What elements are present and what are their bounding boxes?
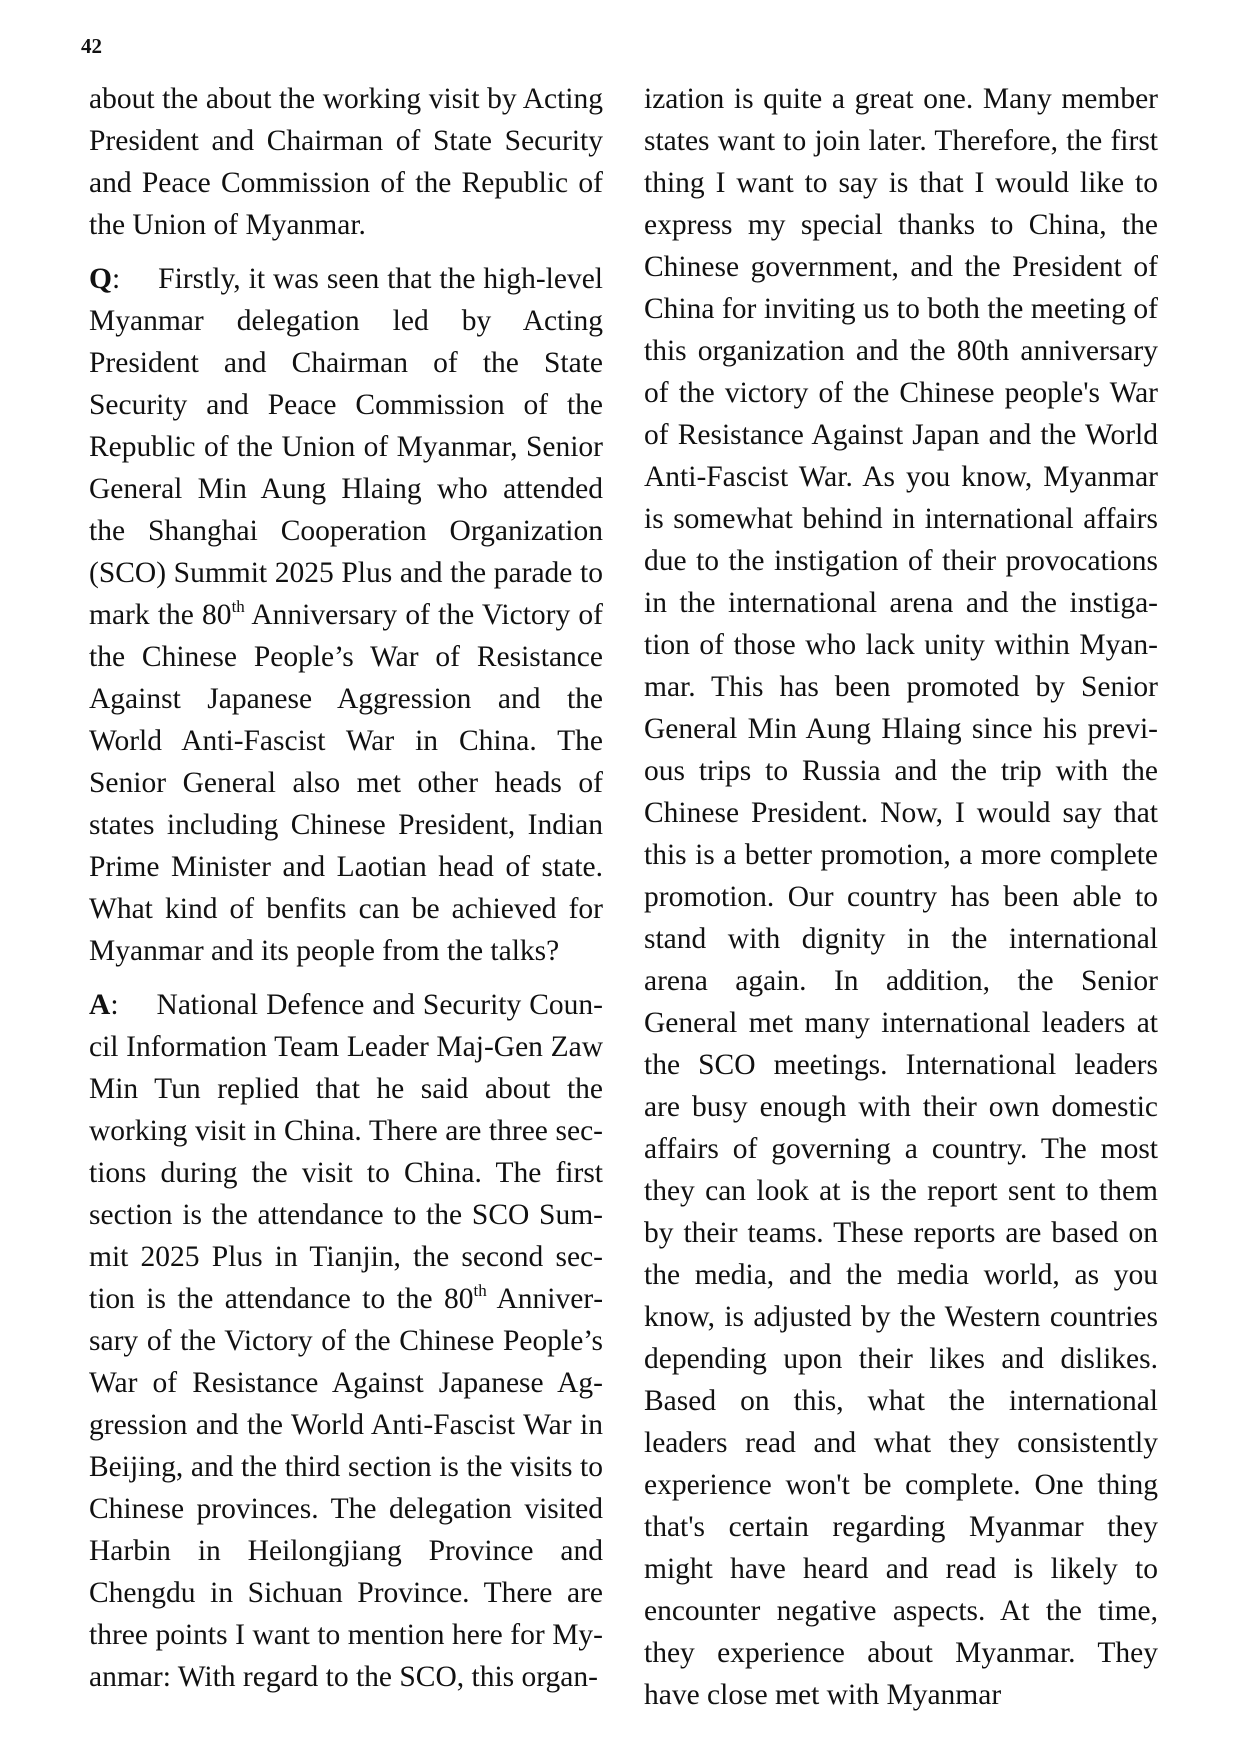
answer-colon: : [110, 989, 119, 1021]
page-number: 42 [81, 34, 102, 58]
ordinal-suffix: th [231, 597, 245, 616]
right-column [644, 78, 1158, 1716]
question-text: Firstly, it was seen that the high-level Myanmar delegation led by Acting President and Chairman of the State Security and Peace Commission of the Republic of the Union of Myanmar, Senior General Min Aung Hlaing who attended the Shanghai Cooperation Organization (SCO) Summit 2025 Plus and the parade to mark the 80 [89, 263, 603, 631]
question-colon: : [111, 263, 121, 295]
answer-text: National Defence and Security Council Information Team Leader Maj-Gen Zaw Min Tun replied that he said about the working visit in China. There are three sections during the visit to China. The first section is the attendance to the SCO Summit 2025 Plus in Tianjin, the second section is the attendance to the 80 [89, 989, 603, 1315]
answer-paragraph [89, 984, 603, 1698]
left-column [89, 78, 603, 1698]
answer-continuation-paragraph: ization is quite a great one. Many member states want to join later. Therefore, the first thing I want to say is that I would like to express my special thanks to China, the Chinese government, and the President of China for inviting us to both the meeting of this organization and the 80th anniversary of the victory of the Chinese people's War of Resistance Against Japan and the World Anti-Fascist War. As you know, Myanmar is somewhat behind in international affairs due to the instigation of their provocations in the international arena and the instigation of those who lack unity within Myanmar. This has been promoted by Senior General Min Aung Hlaing since his previous trips to Russia and the trip with the Chinese President. Now, I would say that this is a better promotion, a more complete promotion. Our country has been able to stand with dignity in the international arena again. In addition, the Senior General met many international leaders at the SCO meetings. International leaders are busy enough with their own domestic affairs of governing a country. The most they can look at is the report sent to them by their teams. These reports are based on the media, and the media world, as you know, is adjusted by the Western countries depending upon their likes and dislikes. Based on this, what the international leaders read and what they consistently experience won't be complete. One thing that's certain regarding Myanmar they might have heard and read is likely to encounter negative aspects. At the time, they experience about Myanmar. They have close met with Myanmar [644, 83, 1158, 1711]
answer-label: A [89, 989, 111, 1021]
intro-paragraph: about the about the working visit by Acting President and Chairman of State Security and Peace Commission of the Republic of the Union of Myanmar. [89, 83, 603, 241]
question-label: Q [89, 263, 112, 295]
answer-text-cont: Anniversary of the Victory of the Chinese People’s War of Resistance Against Japanese Aggression and the World Anti-Fascist War in Beijing, and the third section is the visits to Chinese provinces. The delegation visited Harbin in Heilongjiang Province and Chengdu in Sichuan Province. There are three points I want to mention here for Myanmar: With regard to the SCO, this organ- [89, 1283, 604, 1693]
ordinal-suffix: th [473, 1281, 487, 1300]
question-text-cont: Anniversary of the Victory of the Chinese People’s War of Resistance Against Japanese Aggression and the World Anti-Fascist War in China. The Senior General also met other heads of states including Chinese President, Indian Prime Minister and Laotian head of state. What kind of benfits can be achieved for Myanmar and its people from the talks? [89, 599, 603, 967]
question-paragraph [89, 258, 603, 972]
